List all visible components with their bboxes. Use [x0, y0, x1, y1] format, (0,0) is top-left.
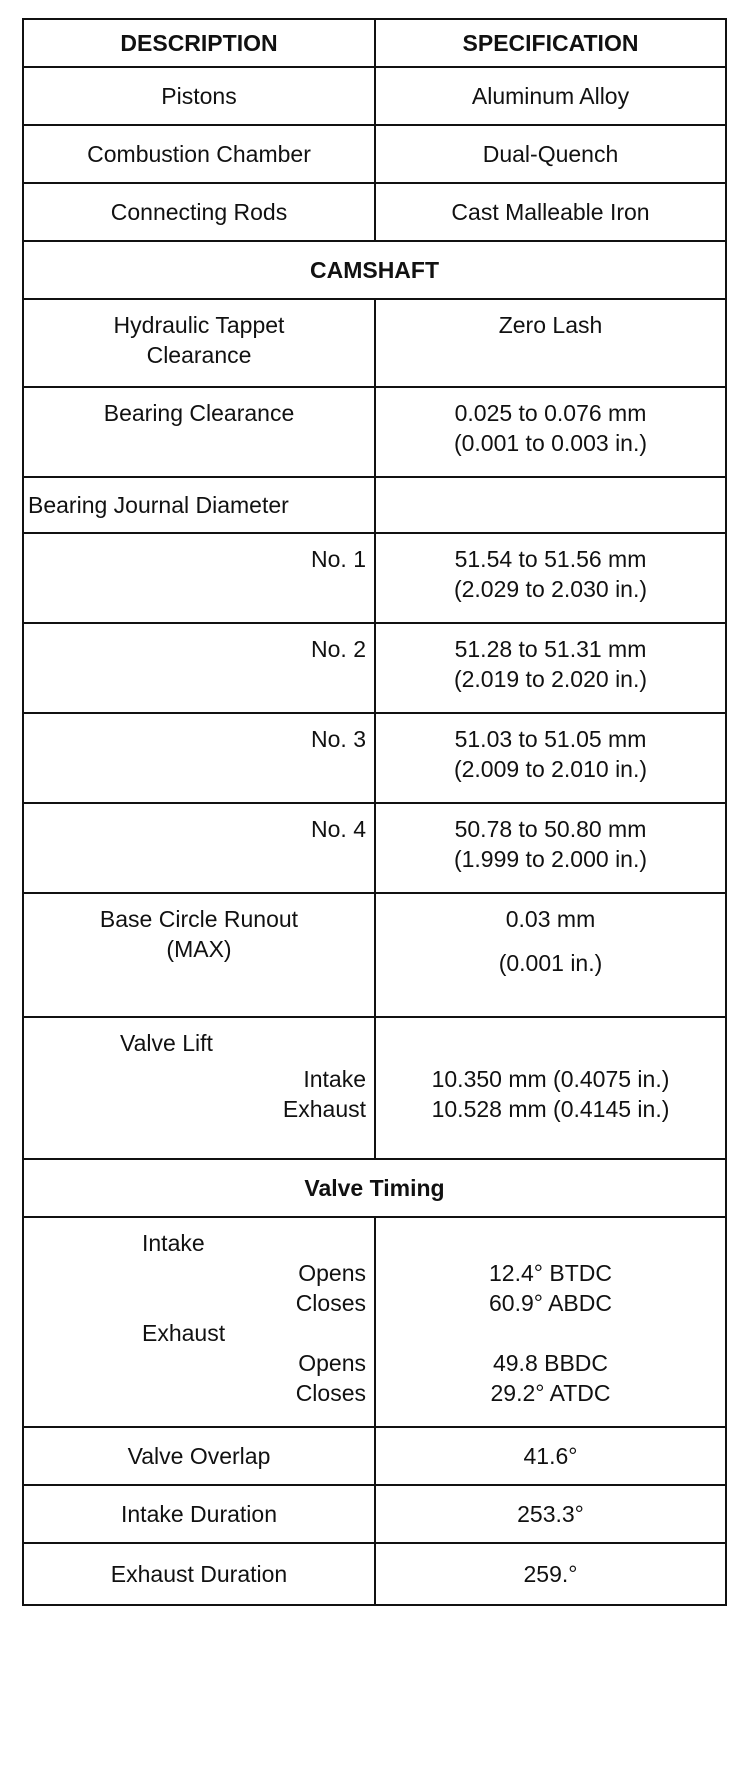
- header-description: DESCRIPTION: [23, 19, 375, 67]
- table-row: [23, 1485, 726, 1543]
- section-title: Valve Timing: [23, 1159, 726, 1217]
- row-specification: 10.350 mm (0.4075 in.) 10.528 mm (0.4145 in.): [375, 1017, 726, 1159]
- table-row: [23, 1427, 726, 1485]
- table-row: [23, 67, 726, 125]
- table-row: [23, 183, 726, 241]
- table-row: [23, 1217, 726, 1427]
- row-specification: 0.03 mm (0.001 in.): [375, 893, 726, 1017]
- section-title: CAMSHAFT: [23, 241, 726, 299]
- row-description: Hydraulic Tappet Clearance: [23, 299, 375, 387]
- section-valve-timing: [23, 1159, 726, 1217]
- row-specification: 12.4° BTDC 60.9° ABDC 49.8 BBDC 29.2° ATDC: [375, 1217, 726, 1427]
- table-row: [23, 893, 726, 1017]
- row-description: Bearing Journal Diameter: [23, 477, 375, 533]
- row-specification: [375, 477, 726, 533]
- row-description: Pistons: [23, 67, 375, 125]
- table-row: [23, 1543, 726, 1605]
- row-specification: 51.03 to 51.05 mm (2.009 to 2.010 in.): [375, 713, 726, 803]
- row-specification: Zero Lash: [375, 299, 726, 387]
- row-description: Valve Lift Intake Exhaust: [23, 1017, 375, 1159]
- table-row: [23, 387, 726, 477]
- row-specification: 50.78 to 50.80 mm (1.999 to 2.000 in.): [375, 803, 726, 893]
- table-row: [23, 299, 726, 387]
- row-description: No. 2: [23, 623, 375, 713]
- row-specification: 51.28 to 51.31 mm (2.019 to 2.020 in.): [375, 623, 726, 713]
- row-description: Combustion Chamber: [23, 125, 375, 183]
- row-description: Intake Opens Closes Exhaust Opens Closes: [23, 1217, 375, 1427]
- header-row: [23, 19, 726, 67]
- table-row: [23, 477, 726, 533]
- row-description: No. 4: [23, 803, 375, 893]
- table-row: [23, 533, 726, 623]
- row-description: Connecting Rods: [23, 183, 375, 241]
- row-specification: 253.3°: [375, 1485, 726, 1543]
- row-specification: Dual-Quench: [375, 125, 726, 183]
- row-description: Bearing Clearance: [23, 387, 375, 477]
- section-camshaft: [23, 241, 726, 299]
- row-description: No. 3: [23, 713, 375, 803]
- row-specification: 0.025 to 0.076 mm (0.001 to 0.003 in.): [375, 387, 726, 477]
- row-specification: Aluminum Alloy: [375, 67, 726, 125]
- row-description: No. 1: [23, 533, 375, 623]
- table-row: [23, 623, 726, 713]
- table-row: [23, 125, 726, 183]
- row-specification: 51.54 to 51.56 mm (2.029 to 2.030 in.): [375, 533, 726, 623]
- row-description: Base Circle Runout (MAX): [23, 893, 375, 1017]
- table-row: [23, 713, 726, 803]
- specification-table: [22, 18, 727, 1606]
- row-specification: 41.6°: [375, 1427, 726, 1485]
- table-row: [23, 1017, 726, 1159]
- table-row: [23, 803, 726, 893]
- header-specification: SPECIFICATION: [375, 19, 726, 67]
- row-specification: Cast Malleable Iron: [375, 183, 726, 241]
- row-description: Valve Overlap: [23, 1427, 375, 1485]
- row-description: Exhaust Duration: [23, 1543, 375, 1605]
- row-description: Intake Duration: [23, 1485, 375, 1543]
- row-specification: 259.°: [375, 1543, 726, 1605]
